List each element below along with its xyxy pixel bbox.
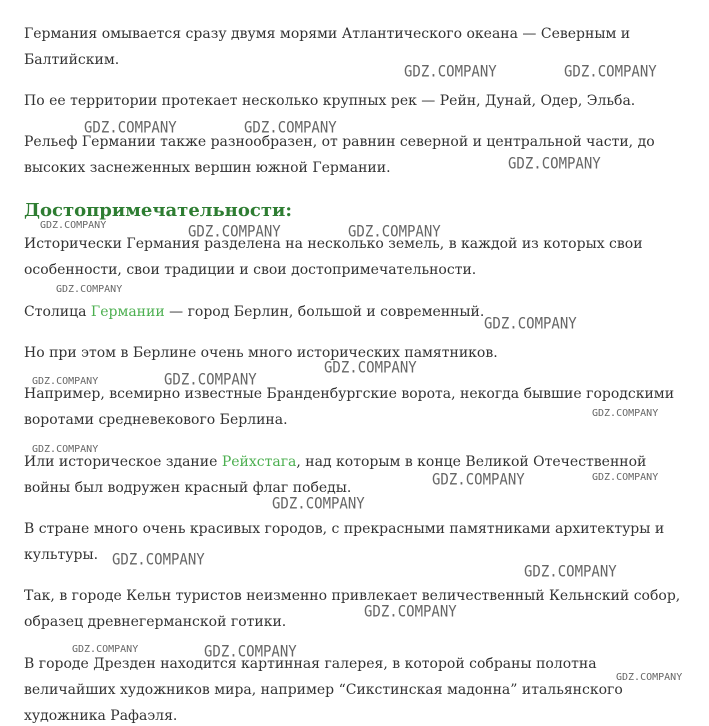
watermark: GDZ.COMPANY xyxy=(32,444,99,455)
watermark: GDZ.COMPANY xyxy=(244,118,337,138)
watermark: GDZ.COMPANY xyxy=(592,472,659,483)
section-heading-sights: Достопримечательности: xyxy=(24,200,292,221)
article-body xyxy=(24,0,686,726)
watermark: GDZ.COMPANY xyxy=(592,408,659,419)
watermark: GDZ.COMPANY xyxy=(32,376,99,387)
link-germany[interactable]: Германии xyxy=(90,304,165,320)
watermark: GDZ.COMPANY xyxy=(348,222,441,242)
reichstag-text-after: , над которым в конце Великой Отечественной войны был водружен красный флаг победы. xyxy=(24,454,647,496)
watermark: GDZ.COMPANY xyxy=(72,644,139,655)
paragraph-brandenburg: Например, всемирно известные Бранденбургские ворота, некогда бывшие городскими воротами средневекового Берлина. xyxy=(24,386,675,428)
watermark: GDZ.COMPANY xyxy=(484,314,577,334)
paragraph-rivers: По ее территории протекает несколько крупных рек — Рейн, Дунай, Одер, Эльба. xyxy=(24,93,636,109)
watermark: GDZ.COMPANY xyxy=(56,284,123,295)
paragraph-reichstag xyxy=(24,449,686,501)
link-reichstag[interactable]: Рейхстага xyxy=(221,454,297,470)
watermark: GDZ.COMPANY xyxy=(204,642,297,662)
paragraph-cologne: Так, в городе Кельн туристов неизменно привлекает величественный Кельнский собор, образец древнегерманской готики. xyxy=(24,588,681,630)
watermark: GDZ.COMPANY xyxy=(324,358,417,378)
capital-text-before: Столица xyxy=(24,304,91,320)
watermark: GDZ.COMPANY xyxy=(164,370,257,390)
paragraph-monuments: Но при этом в Берлине очень много исторических памятников. xyxy=(24,345,498,361)
watermark: GDZ.COMPANY xyxy=(524,562,617,582)
watermark: GDZ.COMPANY xyxy=(112,550,205,570)
watermark: GDZ.COMPANY xyxy=(272,494,365,514)
paragraph-relief: Рельеф Германии также разнообразен, от равнин северной и центральной части, до высоких заснеженных вершин южной Германии. xyxy=(24,134,655,176)
paragraph-cities: В стране много очень красивых городов, с прекрасными памятниками архитектуры и культуры. xyxy=(24,521,665,563)
paragraph-seas: Германия омывается сразу двумя морями Атлантического океана — Северным и Балтийским. xyxy=(24,26,631,68)
capital-text-after: — город Берлин, большой и современный. xyxy=(164,304,485,320)
paragraph-history: Исторически Германия разделена на несколько земель, в каждой из которых свои особенности, свои традиции и свои достопримечательности. xyxy=(24,236,643,278)
paragraph-dresden: В городе Дрезден находится картинная галерея, в которой собраны полотна величайших художников мира, например “Сикстинская мадонна” итальянского художника Рафаэля. xyxy=(24,656,623,724)
watermark: GDZ.COMPANY xyxy=(188,222,281,242)
watermark: GDZ.COMPANY xyxy=(616,672,683,683)
watermark: GDZ.COMPANY xyxy=(432,470,525,490)
reichstag-text-before: Или историческое здание xyxy=(24,454,222,470)
watermark: GDZ.COMPANY xyxy=(564,62,657,82)
paragraph-capital xyxy=(24,299,686,325)
watermark: GDZ.COMPANY xyxy=(508,154,601,174)
watermark: GDZ.COMPANY xyxy=(40,220,107,231)
watermark: GDZ.COMPANY xyxy=(364,602,457,622)
watermark: GDZ.COMPANY xyxy=(404,62,497,82)
watermark: GDZ.COMPANY xyxy=(84,118,177,138)
